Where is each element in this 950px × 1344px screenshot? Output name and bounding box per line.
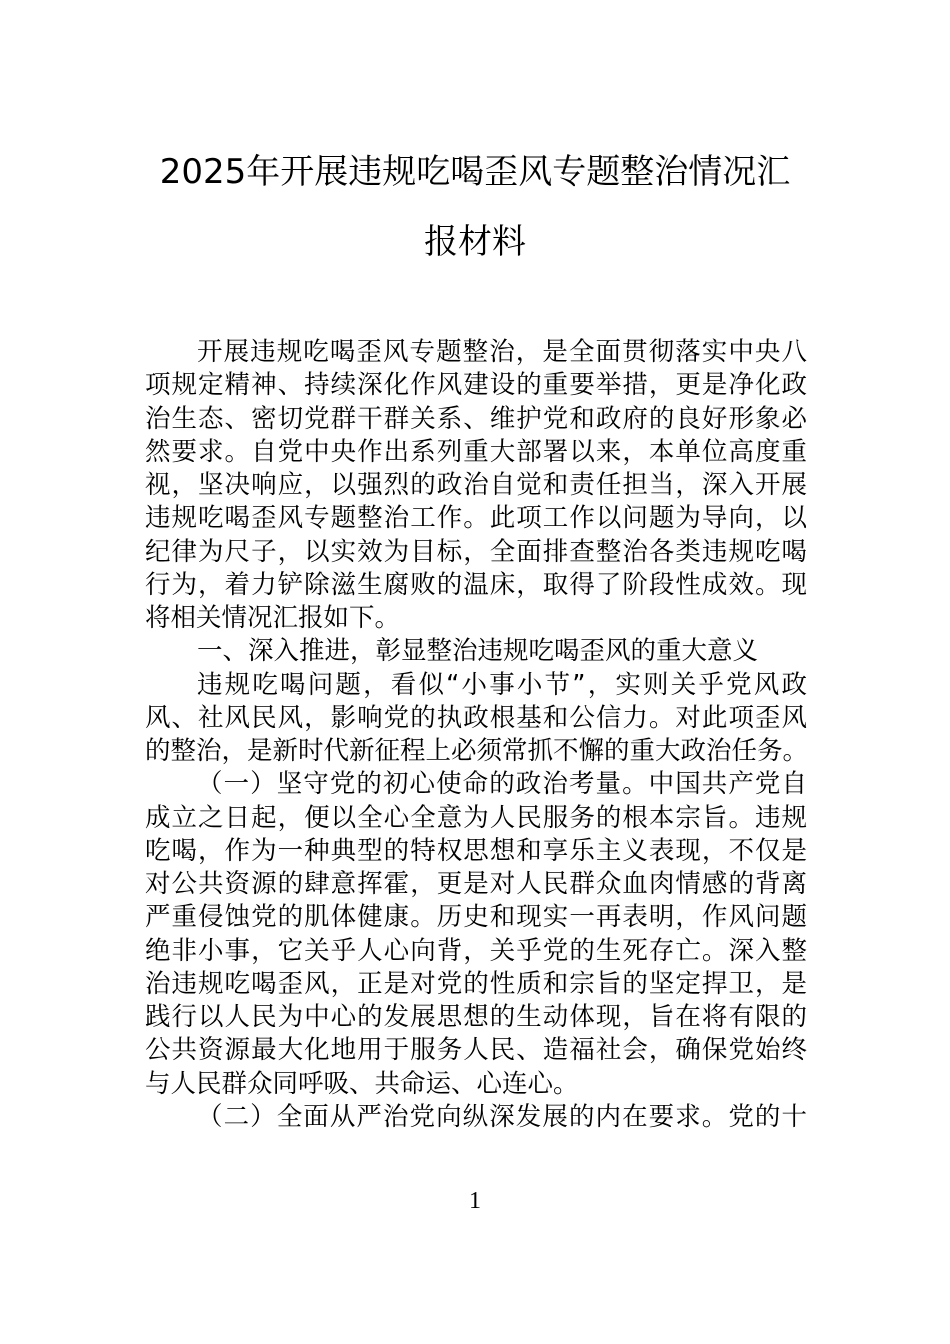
text-line: （一）坚守党的初心使命的政治考量。中国共产党自 bbox=[197, 769, 807, 800]
text-line: 严重侵蚀党的肌体健康。历史和现实一再表明，作风问题 bbox=[145, 902, 807, 933]
text-line: 纪律为尺子，以实效为目标，全面排查整治各类违规吃喝 bbox=[145, 536, 807, 567]
text-line: 行为，着力铲除滋生腐败的温床，取得了阶段性成效。现 bbox=[145, 569, 807, 600]
text-line: 治违规吃喝歪风，正是对党的性质和宗旨的坚定捍卫，是 bbox=[145, 968, 807, 999]
text-line: 将相关情况汇报如下。 bbox=[145, 603, 401, 633]
text-line: 成立之日起，便以全心全意为人民服务的根本宗旨。违规 bbox=[145, 802, 807, 833]
text-line: 风、社风民风，影响党的执政根基和公信力。对此项歪风 bbox=[145, 702, 807, 733]
document-body bbox=[145, 336, 807, 1134]
text-line: 视，坚决响应，以强烈的政治自觉和责任担当，深入开展 bbox=[145, 470, 807, 500]
text-line: 开展违规吃喝歪风专题整治，是全面贯彻落实中央八 bbox=[197, 337, 807, 367]
text-line: 与人民群众同呼吸、共命运、心连心。 bbox=[145, 1068, 579, 1099]
text-line: 公共资源最大化地用于服务人民、造福社会，确保党始终 bbox=[145, 1035, 807, 1066]
text-line: 一、深入推进，彰显整治违规吃喝歪风的重大意义 bbox=[197, 636, 759, 667]
text-line: 违规吃喝问题，看似“小事小节”，实则关乎党风政 bbox=[197, 669, 807, 700]
page-number: 1 bbox=[469, 1188, 481, 1214]
text-line: 对公共资源的肆意挥霍，更是对人民群众血肉情感的背离 bbox=[145, 869, 807, 899]
text-line: 绝非小事，它关乎人心向背，关乎党的生死存亡。深入整 bbox=[145, 935, 807, 966]
text-line: 治生态、密切党群干群关系、维护党和政府的良好形象必 bbox=[145, 403, 807, 434]
text-line: 然要求。自党中央作出系列重大部署以来，本单位高度重 bbox=[145, 436, 807, 467]
text-line: 项规定精神、持续深化作风建设的重要举措，更是净化政 bbox=[145, 370, 807, 401]
document-title-line-1: 2025年开展违规吃喝歪风专题整治情况汇 bbox=[159, 152, 791, 192]
text-line: 践行以人民为中心的发展思想的生动体现，旨在将有限的 bbox=[145, 1002, 807, 1032]
text-line: 吃喝，作为一种典型的特权思想和享乐主义表现，不仅是 bbox=[145, 835, 807, 866]
text-line: 违规吃喝歪风专题整治工作。此项工作以问题为导向，以 bbox=[145, 503, 807, 534]
document-title-line-2: 报材料 bbox=[424, 222, 526, 262]
text-line: 的整治，是新时代新征程上必须常抓不懈的重大政治任务。 bbox=[145, 736, 809, 766]
text-line: （二）全面从严治党向纵深发展的内在要求。党的十 bbox=[197, 1101, 807, 1132]
